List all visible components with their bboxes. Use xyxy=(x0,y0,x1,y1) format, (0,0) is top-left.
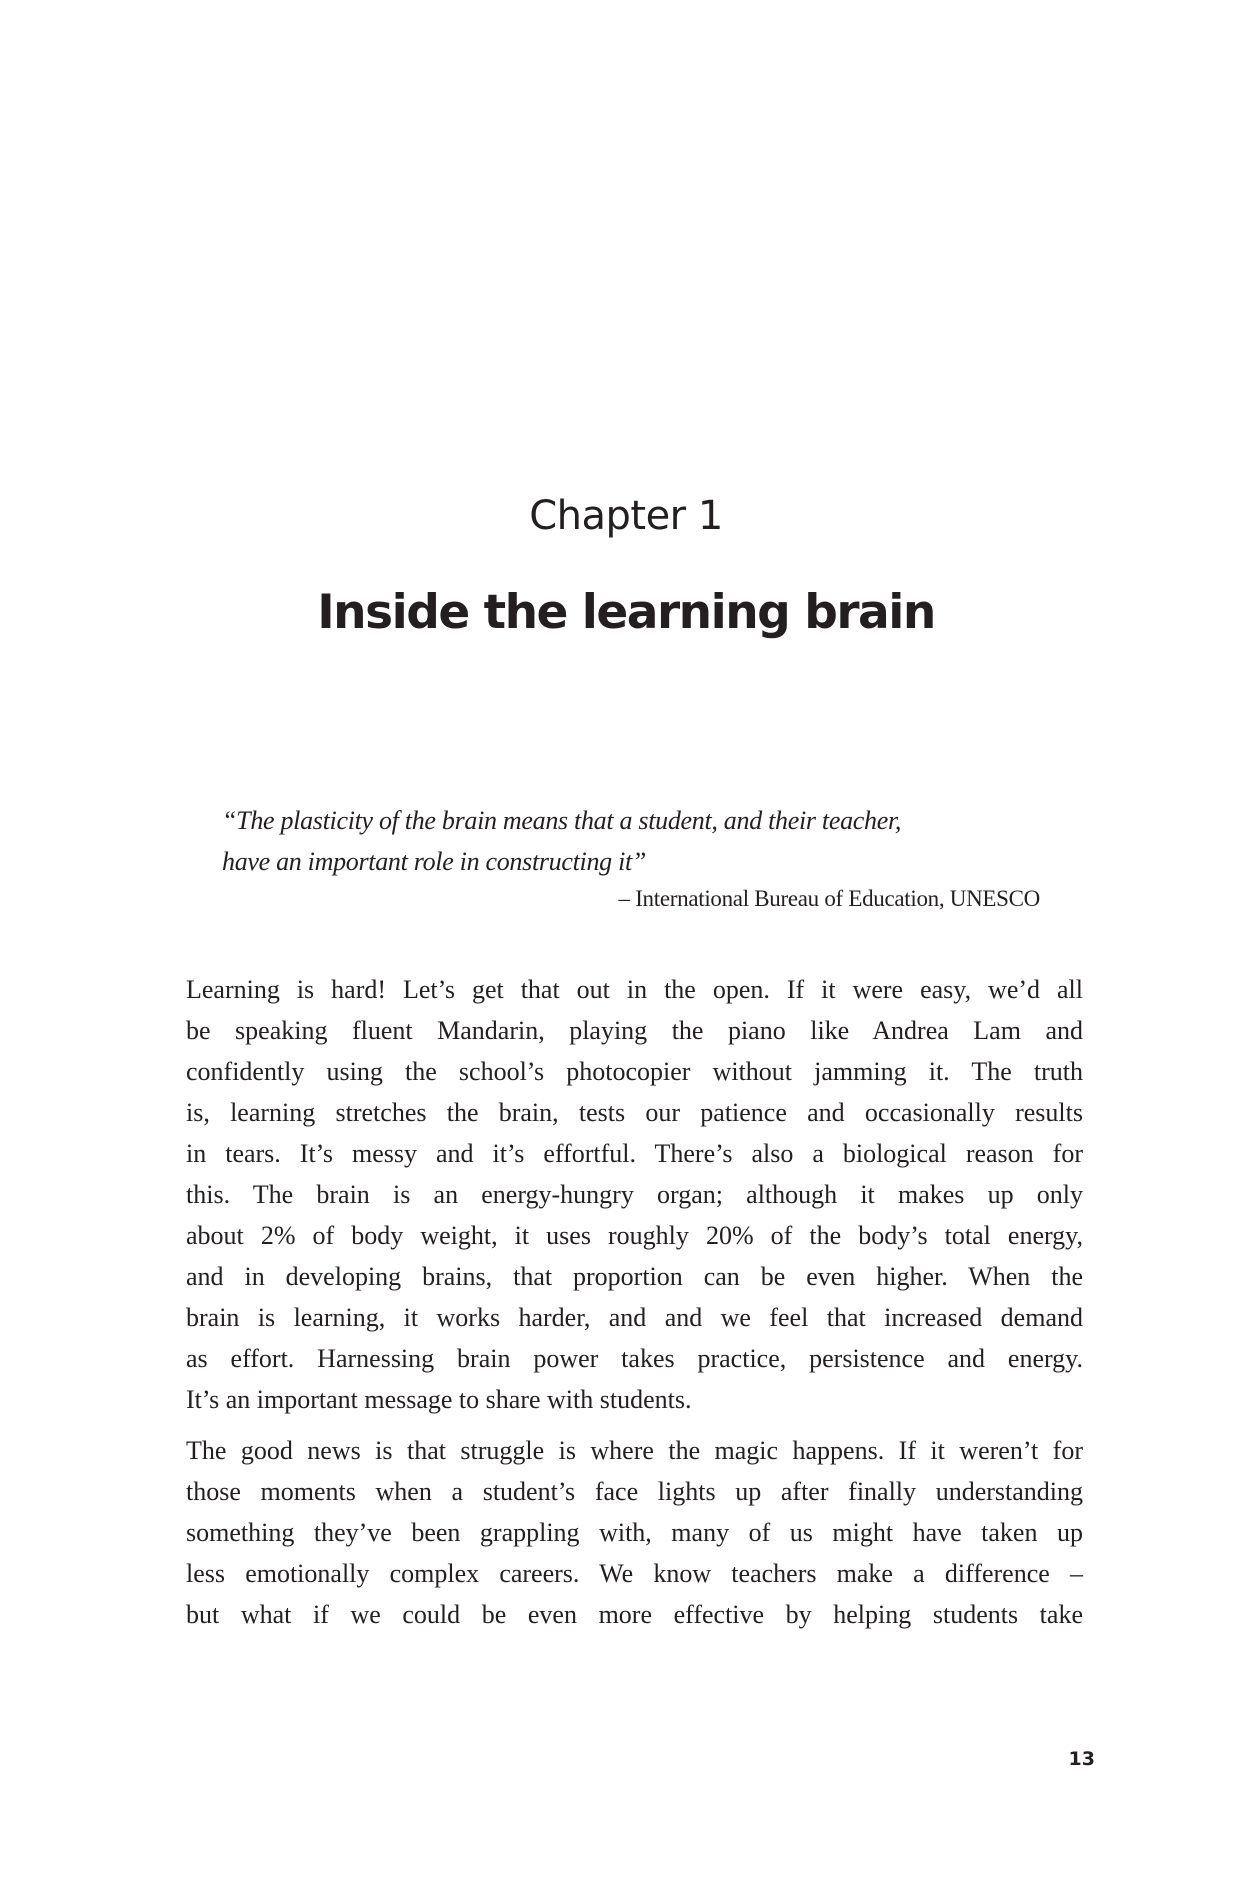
text-line: this. The brain is an energy-hungry organ; although it makes up only xyxy=(186,1180,1083,1209)
text-line: It’s an important message to share with students. xyxy=(186,1385,692,1414)
text-line: The good news is that struggle is where the magic happens. If it weren’t for xyxy=(186,1436,1083,1465)
text-line: and in developing brains, that proportion can be even higher. When the xyxy=(186,1262,1083,1291)
epigraph-quote-line: “The plasticity of the brain means that a student, and their teacher, xyxy=(222,806,902,835)
text-line: but what if we could be even more effective by helping students take xyxy=(186,1600,1083,1629)
text-line: brain is learning, it works harder, and and we feel that increased demand xyxy=(186,1303,1083,1332)
text-line: something they’ve been grappling with, many of us might have taken up xyxy=(186,1518,1083,1547)
text-line: in tears. It’s messy and it’s effortful. There’s also a biological reason for xyxy=(186,1139,1083,1168)
text-line: be speaking fluent Mandarin, playing the piano like Andrea Lam and xyxy=(186,1016,1083,1045)
paragraph-1 xyxy=(186,969,1083,1420)
text-line: is, learning stretches the brain, tests our patience and occasionally results xyxy=(186,1098,1083,1127)
text-line: those moments when a student’s face lights up after finally understanding xyxy=(186,1477,1083,1506)
epigraph-quote-line: have an important role in constructing it” xyxy=(222,847,647,876)
chapter-title: Inside the learning brain xyxy=(317,585,935,640)
text-line: Learning is hard! Let’s get that out in the open. If it were easy, we’d all xyxy=(186,975,1083,1004)
text-line: about 2% of body weight, it uses roughly 20% of the body’s total energy, xyxy=(186,1221,1083,1250)
body-text xyxy=(186,969,1083,1645)
epigraph-attribution: – International Bureau of Education, UNESCO xyxy=(618,886,1040,911)
page-number: 13 xyxy=(1068,1748,1095,1770)
text-line: confidently using the school’s photocopier without jamming it. The truth xyxy=(186,1057,1083,1086)
text-line: less emotionally complex careers. We know teachers make a difference – xyxy=(186,1559,1083,1588)
text-line: as effort. Harnessing brain power takes practice, persistence and energy. xyxy=(186,1344,1083,1373)
epigraph xyxy=(222,800,1040,916)
paragraph-2 xyxy=(186,1430,1083,1635)
chapter-label: Chapter 1 xyxy=(529,493,723,539)
